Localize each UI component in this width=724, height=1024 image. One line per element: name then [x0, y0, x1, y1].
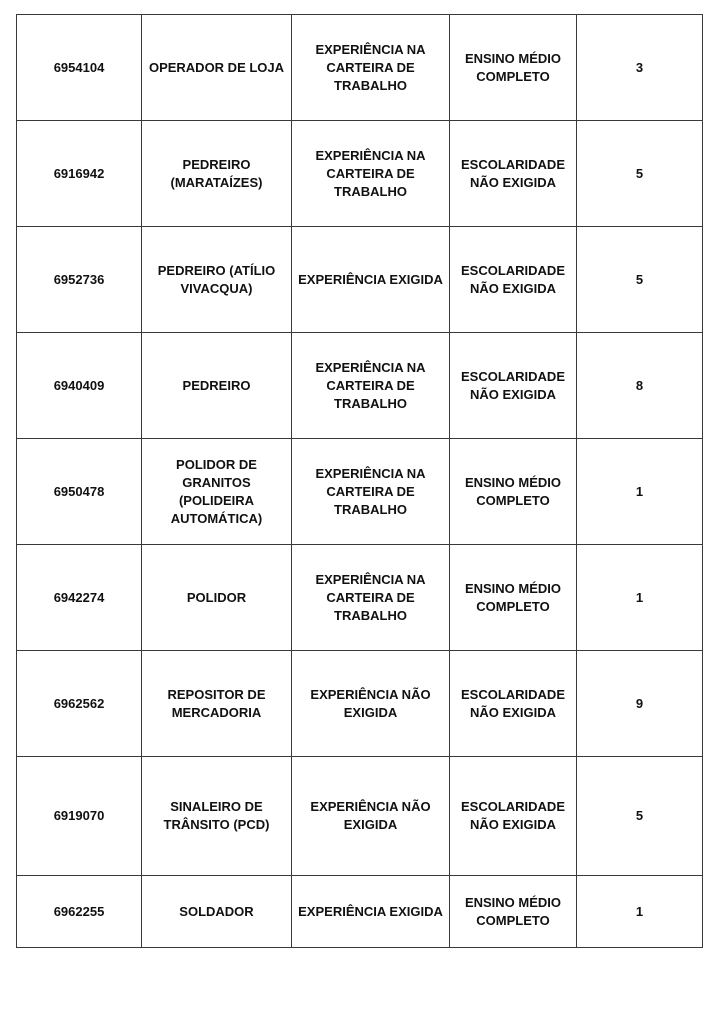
job-role: POLIDOR DE GRANITOS (POLIDEIRA AUTOMÁTICA) [142, 439, 292, 545]
experience-requirement: EXPERIÊNCIA NA CARTEIRA DE TRABALHO [292, 545, 450, 651]
vacancy-code: 6962255 [17, 876, 142, 948]
vacancy-count: 9 [577, 651, 703, 757]
table-row [17, 227, 703, 333]
job-role: REPOSITOR DE MERCADORIA [142, 651, 292, 757]
education-requirement: ESCOLARIDADE NÃO EXIGIDA [450, 121, 577, 227]
education-requirement: ENSINO MÉDIO COMPLETO [450, 439, 577, 545]
vacancy-count: 1 [577, 439, 703, 545]
table-row [17, 121, 703, 227]
experience-requirement: EXPERIÊNCIA NA CARTEIRA DE TRABALHO [292, 333, 450, 439]
vacancy-code: 6940409 [17, 333, 142, 439]
education-requirement: ESCOLARIDADE NÃO EXIGIDA [450, 757, 577, 876]
vacancy-code: 6954104 [17, 15, 142, 121]
education-requirement: ENSINO MÉDIO COMPLETO [450, 545, 577, 651]
job-role: POLIDOR [142, 545, 292, 651]
experience-requirement: EXPERIÊNCIA NÃO EXIGIDA [292, 651, 450, 757]
vacancy-code: 6962562 [17, 651, 142, 757]
vacancy-count: 5 [577, 121, 703, 227]
experience-requirement: EXPERIÊNCIA EXIGIDA [292, 876, 450, 948]
job-role: PEDREIRO [142, 333, 292, 439]
table-row [17, 545, 703, 651]
vacancy-code: 6916942 [17, 121, 142, 227]
vacancy-code: 6952736 [17, 227, 142, 333]
vacancy-count: 5 [577, 757, 703, 876]
education-requirement: ENSINO MÉDIO COMPLETO [450, 876, 577, 948]
table-row [17, 757, 703, 876]
vacancy-count: 8 [577, 333, 703, 439]
table-row [17, 651, 703, 757]
job-role: SOLDADOR [142, 876, 292, 948]
education-requirement: ESCOLARIDADE NÃO EXIGIDA [450, 651, 577, 757]
education-requirement: ENSINO MÉDIO COMPLETO [450, 15, 577, 121]
experience-requirement: EXPERIÊNCIA NA CARTEIRA DE TRABALHO [292, 439, 450, 545]
vacancy-count: 1 [577, 876, 703, 948]
job-role: OPERADOR DE LOJA [142, 15, 292, 121]
table-row [17, 333, 703, 439]
job-role: PEDREIRO (ATÍLIO VIVACQUA) [142, 227, 292, 333]
vacancy-count: 5 [577, 227, 703, 333]
experience-requirement: EXPERIÊNCIA NA CARTEIRA DE TRABALHO [292, 15, 450, 121]
table-row [17, 876, 703, 948]
job-role: SINALEIRO DE TRÂNSITO (PCD) [142, 757, 292, 876]
experience-requirement: EXPERIÊNCIA NÃO EXIGIDA [292, 757, 450, 876]
vacancy-code: 6950478 [17, 439, 142, 545]
table-row [17, 15, 703, 121]
experience-requirement: EXPERIÊNCIA NA CARTEIRA DE TRABALHO [292, 121, 450, 227]
experience-requirement: EXPERIÊNCIA EXIGIDA [292, 227, 450, 333]
job-vacancies-table [16, 14, 703, 948]
education-requirement: ESCOLARIDADE NÃO EXIGIDA [450, 333, 577, 439]
vacancy-count: 3 [577, 15, 703, 121]
vacancy-code: 6942274 [17, 545, 142, 651]
vacancy-code: 6919070 [17, 757, 142, 876]
table-row [17, 439, 703, 545]
education-requirement: ESCOLARIDADE NÃO EXIGIDA [450, 227, 577, 333]
vacancy-count: 1 [577, 545, 703, 651]
job-role: PEDREIRO (MARATAÍZES) [142, 121, 292, 227]
